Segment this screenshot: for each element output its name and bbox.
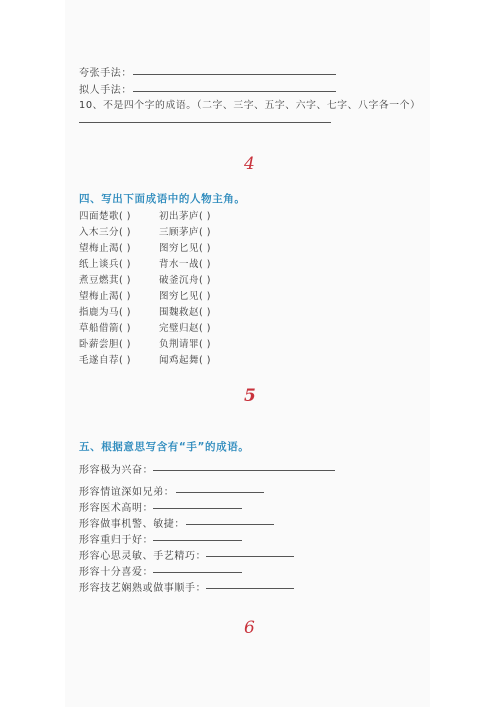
idiom-right[interactable]: 围魏救赵( ) — [159, 307, 211, 318]
niren-label: 拟人手法： — [79, 85, 132, 96]
q10-answer-line[interactable] — [79, 122, 331, 123]
idiom-right[interactable]: 完璧归赵( ) — [159, 323, 211, 334]
item-meaning: 形容情谊深如兄弟： — [79, 487, 175, 498]
idiom-left[interactable]: 卧薪尝胆( ) — [79, 339, 131, 350]
kuazhang-answer-line[interactable] — [133, 74, 336, 75]
answer-line[interactable] — [153, 470, 335, 471]
item-meaning: 形容技艺娴熟或做事顺手： — [79, 583, 207, 594]
list-item — [79, 336, 211, 350]
page-number-6: 6 — [244, 618, 255, 638]
idiom-right[interactable]: 初出茅庐( ) — [159, 211, 211, 222]
question-10: 10、不是四个字的成语。（二字、三字、五字、六字、七字、八字各一个） — [79, 100, 421, 111]
answer-line[interactable] — [186, 524, 274, 525]
idiom-right[interactable]: 背水一战( ) — [159, 259, 211, 270]
list-item — [79, 304, 211, 318]
idiom-right[interactable]: 闻鸡起舞( ) — [159, 355, 211, 366]
list-item — [79, 224, 211, 238]
list-item — [79, 288, 211, 302]
idiom-left[interactable]: 入木三分( ) — [79, 227, 131, 238]
list-item — [79, 272, 211, 286]
item-meaning: 形容极为兴奋： — [79, 465, 154, 476]
idiom-left[interactable]: 四面楚歌( ) — [79, 211, 131, 222]
kuazhang-label: 夸张手法： — [79, 68, 132, 79]
list-item — [79, 240, 211, 254]
item-meaning: 形容医术高明： — [79, 503, 154, 514]
idiom-left[interactable]: 指鹿为马( ) — [79, 307, 131, 318]
list-item — [79, 352, 211, 366]
answer-line[interactable] — [153, 508, 242, 509]
answer-line[interactable] — [206, 588, 294, 589]
idiom-right[interactable]: 负荆请罪( ) — [159, 339, 211, 350]
idiom-left[interactable]: 煮豆燃萁( ) — [79, 275, 131, 286]
idiom-left[interactable]: 纸上谈兵( ) — [79, 259, 131, 270]
page-number-4: 4 — [244, 154, 255, 174]
idiom-left[interactable]: 毛遂自荐( ) — [79, 355, 131, 366]
section-5-title: 五、根据意思写含有“手”的成语。 — [79, 441, 250, 453]
list-item — [79, 208, 211, 222]
niren-answer-line[interactable] — [133, 91, 336, 92]
section-4-title: 四、写出下面成语中的人物主角。 — [79, 193, 246, 205]
idiom-right[interactable]: 三顾茅庐( ) — [159, 227, 211, 238]
item-meaning: 形容心思灵敏、手艺精巧： — [79, 551, 207, 562]
list-item — [79, 256, 211, 270]
idiom-left[interactable]: 望梅止渴( ) — [79, 243, 131, 254]
answer-line[interactable] — [176, 492, 264, 493]
item-meaning: 形容重归于好： — [79, 535, 154, 546]
list-item — [79, 320, 211, 334]
idiom-right[interactable]: 图穷匕见( ) — [159, 243, 211, 254]
answer-line[interactable] — [206, 556, 294, 557]
idiom-right[interactable]: 图穷匕见( ) — [159, 291, 211, 302]
answer-line[interactable] — [153, 572, 242, 573]
item-meaning: 形容十分喜爱： — [79, 567, 154, 578]
idiom-left[interactable]: 望梅止渴( ) — [79, 291, 131, 302]
answer-line[interactable] — [153, 540, 242, 541]
idiom-left[interactable]: 草船借箭( ) — [79, 323, 131, 334]
idiom-right[interactable]: 破釜沉舟( ) — [159, 275, 211, 286]
item-meaning: 形容做事机警、敏捷： — [79, 519, 185, 530]
page-number-5: 5 — [244, 386, 256, 406]
